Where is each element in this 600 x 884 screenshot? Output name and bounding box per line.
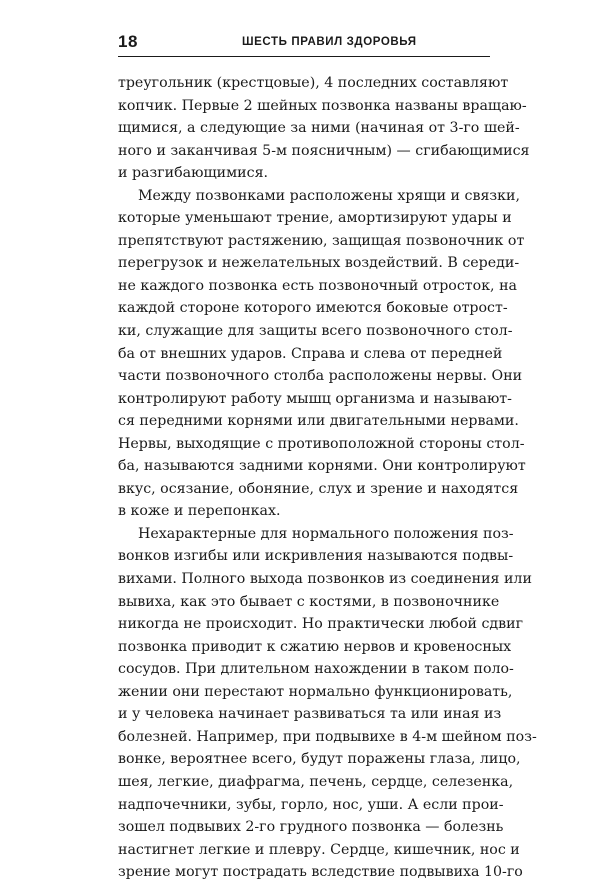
text-line: надпочечники, зубы, горло, нос, уши. А если прои- [118, 796, 504, 813]
text-line: вкус, осязание, обоняние, слух и зрение и находятся [118, 480, 519, 497]
page-header [118, 30, 490, 57]
text-line: болезней. Например, при подвывихе в 4-м шейном поз- [118, 728, 537, 745]
paragraph [118, 185, 526, 523]
running-title: ШЕСТЬ ПРАВИЛ ЗДОРОВЬЯ [242, 36, 417, 48]
text-line: в коже и перепонках. [118, 503, 281, 520]
text-line: перегрузок и нежелательных воздействий. В середи- [118, 255, 520, 272]
text-line: зошел подвывих 2-го грудного позвонка — болезнь [118, 819, 504, 836]
text-line: Нехарактерные для нормального положения поз- [138, 525, 514, 542]
text-line: треугольник (крестцовые), 4 последних составляют [118, 75, 509, 91]
text-line: Нервы, выходящие с противоположной стороны стол- [118, 435, 525, 452]
text-line: каждой стороне которого имеются боковые отрост- [118, 300, 508, 317]
text-line: никогда не происходит. Но практически любой сдвиг [118, 616, 524, 633]
text-line: настигнет легкие и плевру. Сердце, кишечник, нос и [118, 841, 520, 858]
text-line: вихами. Полного выхода позвонков из соединения или [118, 571, 532, 588]
text-line: ки, служащие для защиты всего позвоночного стол- [118, 323, 513, 340]
text-line: части позвоночного столба расположены нервы. Они [118, 368, 523, 385]
text-line: сосудов. При длительном нахождении в таком поло- [118, 661, 514, 678]
text-line: вонке, вероятнее всего, будут поражены глаза, лицо, [118, 751, 521, 768]
text-line: ся передними корнями или двигательными нервами. [118, 413, 519, 430]
text-line: щимися, а следующие за ними (начиная от 3-го шей- [118, 120, 520, 137]
text-line: вонков изгибы или искривления называются подвы- [118, 548, 514, 565]
page-number: 18 [118, 32, 138, 51]
text-line: препятствуют растяжению, защищая позвоночник от [118, 232, 525, 249]
text-line: жении они перестают нормально функционировать, [118, 683, 513, 700]
text-line: и разгибающимися. [118, 165, 269, 182]
text-line: и у человека начинает развиваться та или иная из [118, 706, 502, 723]
text-line: копчик. Первые 2 шейных позвонка названы вращаю- [118, 97, 527, 114]
text-line: вывиха, как это бывает с костями, в позвоночнике [118, 593, 500, 610]
text-line: ба, называются задними корнями. Они контролируют [118, 458, 526, 475]
text-line: Между позвонками расположены хрящи и связки, [138, 187, 520, 204]
text-line: зрение могут пострадать вследствие подвывиха 10-го [118, 864, 523, 881]
text-line: шея, легкие, диафрагма, печень, сердце, селезенка, [118, 773, 514, 790]
text-line: ба от внешних ударов. Справа и слева от передней [118, 345, 503, 362]
paragraph [118, 523, 537, 884]
text-line: не каждого позвонка есть позвоночный отросток, на [118, 277, 517, 294]
text-line: контролируют работу мышц организма и называют- [118, 390, 512, 407]
text-line: которые уменьшают трение, амортизируют удары и [118, 210, 512, 227]
body-text [118, 72, 537, 884]
text-line: ного и заканчивая 5-м поясничным) — сгибающимися [118, 142, 530, 159]
paragraph [118, 72, 530, 185]
text-line: позвонка приводит к сжатию нервов и кровеносных [118, 638, 512, 655]
